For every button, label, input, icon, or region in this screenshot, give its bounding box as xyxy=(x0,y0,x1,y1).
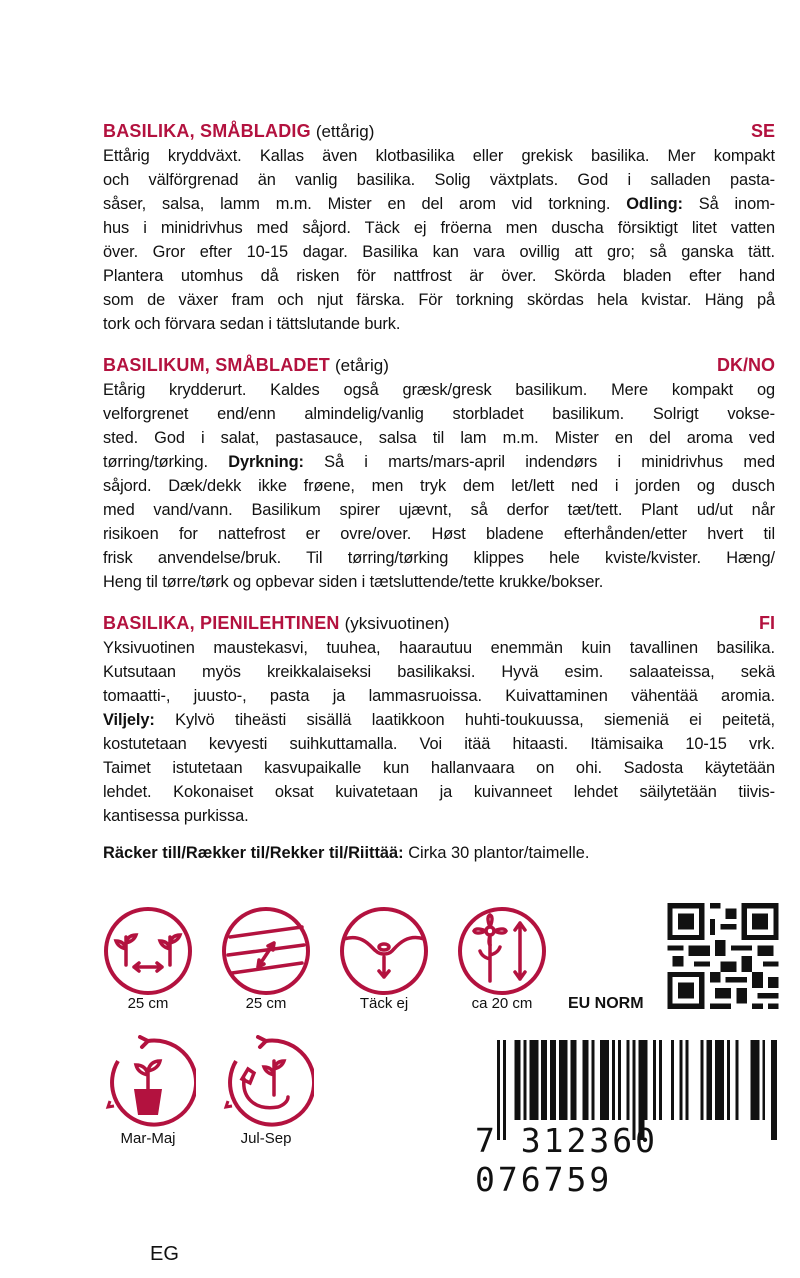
barcode-bar xyxy=(618,1040,621,1120)
body-line: som de växer fram och njut färska. För torkning skördas hela kvistar. Häng på xyxy=(103,291,775,309)
section-body xyxy=(103,636,775,828)
body-line: lehdet. Kokonaiset oksat kuivatetaan ja kuivanneet lehdet säilytetään tiivis- xyxy=(103,783,775,801)
body-line: kostutetaan kevyesti suihkuttamalla. Voi itää hitaasti. Itämisaika 10-15 vrk. xyxy=(103,735,775,753)
eu-norm-label: EU NORM xyxy=(568,995,644,1012)
caption-plant-spacing: 25 cm xyxy=(127,995,169,1012)
body-line: och välförgrenad än vanlig basilika. Solig växtplats. God i salladen pasta- xyxy=(103,171,775,189)
barcode-bar xyxy=(686,1040,689,1120)
barcode-bar xyxy=(721,1040,724,1120)
barcode-bar xyxy=(529,1040,532,1120)
body-line: tomaatti-, juusto-, pasta ja lammasruoissa. Kuivattaminen vähentää aromia. xyxy=(103,687,775,705)
caption-height: ca 20 cm xyxy=(471,995,533,1012)
barcode-bar xyxy=(603,1040,606,1120)
barcode-bar xyxy=(736,1040,739,1120)
barcode-bar xyxy=(627,1040,630,1120)
barcode-bar xyxy=(718,1040,721,1120)
body-line: Etårig krydderurt. Kaldes også græsk/gresk basilikum. Mere kompakt og xyxy=(103,381,775,399)
barcode-bar xyxy=(653,1040,656,1120)
barcode-bar xyxy=(606,1040,609,1120)
qr-code-icon xyxy=(667,903,779,1009)
section-subtitle: (yksivuotinen) xyxy=(344,614,450,633)
body-line: Yksivuotinen maustekasvi, tuuhea, haarautuu enemmän kuin tavallinen basilika. xyxy=(103,639,775,657)
barcode-bar xyxy=(727,1040,730,1120)
barcode-bar xyxy=(612,1040,615,1120)
barcode-bar xyxy=(671,1040,674,1120)
barcode-bar xyxy=(524,1040,527,1120)
barcode-bar xyxy=(753,1040,756,1120)
barcode-bar xyxy=(515,1040,518,1120)
body-bold-label: Viljely: xyxy=(103,711,155,729)
section-title: BASILIKUM, SMÅBLADET xyxy=(103,355,330,375)
barcode-bar xyxy=(535,1040,538,1120)
barcode-bar xyxy=(756,1040,759,1120)
section-title: BASILIKA, PIENILEHTINEN xyxy=(103,613,340,633)
section-dk-no xyxy=(103,354,775,594)
barcode-bar xyxy=(562,1040,565,1120)
barcode-bar xyxy=(582,1040,585,1120)
language-code: DK/NO xyxy=(717,355,775,375)
caption-harvest-time: Jul-Sep xyxy=(240,1130,292,1147)
body-line: sted. God i salat, pastasauce, salsa til lam m.m. Mister en del aroma ved xyxy=(103,429,775,447)
section-title: BASILIKA, SMÅBLADIG xyxy=(103,121,311,141)
body-line: velforgrenet end/enn almindelig/vanlig storbladet basilikum. Solrigt vokse- xyxy=(103,405,775,423)
body-line: Taimet istutetaan kasvupaikalle kun hallanvaara on ohi. Sadosta käytetään xyxy=(103,759,775,777)
barcode-bar xyxy=(600,1040,603,1120)
language-code: SE xyxy=(750,121,775,141)
caption-cover: Täck ej xyxy=(359,995,409,1012)
body-line: med vand/vann. Basilikum spirer ujævnt, så derfor tæt/tett. Plant ud/ut når xyxy=(103,501,775,519)
barcode-bar xyxy=(715,1040,718,1120)
body-line: Kutsutaan myös kreikkalaiseksi basilikaksi. Hyvä esim. salaateissa, sekä xyxy=(103,663,775,681)
body-line: Plantera utomhus då risken för nattfrost är över. Skörda bladen efter hand xyxy=(103,267,775,285)
barcode-bar xyxy=(591,1040,594,1120)
body-line: Heng til tørre/tørk og opbevar siden i tætsluttende/tette krukke/bokser. xyxy=(103,573,604,591)
body-line: Ettårig kryddväxt. Kallas även klotbasilika eller grekisk basilika. Mer kompakt xyxy=(103,147,775,165)
barcode-bar xyxy=(709,1040,712,1120)
barcode-bar xyxy=(706,1040,709,1120)
harvest-time-icon xyxy=(218,1035,314,1131)
body-bold-label: Odling: xyxy=(626,195,683,213)
barcode-bar xyxy=(750,1040,753,1120)
seed-no-cover-icon xyxy=(336,903,432,999)
caption-sowing-time: Mar-Maj xyxy=(120,1130,176,1147)
section-header xyxy=(103,354,775,377)
yield-value: Cirka 30 plantor/taimelle. xyxy=(408,844,590,862)
body-line: risikoen for nattefrost er ovre/over. Høst bladene efterhånden/etter hvert til xyxy=(103,525,775,543)
barcode-bar xyxy=(700,1040,703,1120)
body-line: över. Gror efter 10-15 dagar. Basilika kan vara ovillig att gro; så ganska tätt. xyxy=(103,243,775,261)
language-code: FI xyxy=(759,613,775,633)
barcode-bar xyxy=(544,1040,547,1120)
body-line: såjord. Dæk/dekk ikke frøene, men tryk dem let/lett ned i jorden og dusch xyxy=(103,477,775,495)
body-line: frisk anvendelse/bruk. Til tørring/tørking klippes hele kviste/kvister. Hæng/ xyxy=(103,549,775,567)
yield-label: Räcker till/Rækker til/Rekker til/Riittää: xyxy=(103,844,404,862)
body-line: tork och förvara sedan i tättslutande burk. xyxy=(103,315,401,333)
barcode-bar xyxy=(585,1040,588,1120)
yield-line xyxy=(103,844,589,863)
body-line: tørring/tørking. Dyrkning: Så i marts/mars-april indendørs i minidrivhus med xyxy=(103,453,775,471)
barcode-bar xyxy=(565,1040,568,1120)
section-subtitle: (etårig) xyxy=(335,356,389,375)
barcode-bar xyxy=(659,1040,662,1120)
barcode-bar xyxy=(762,1040,765,1120)
barcode-bar xyxy=(574,1040,577,1120)
section-body xyxy=(103,144,775,336)
section-body xyxy=(103,378,775,594)
plant-height-icon xyxy=(454,903,550,999)
barcode-bar xyxy=(571,1040,574,1120)
sowing-time-icon xyxy=(100,1035,196,1131)
section-subtitle: (ettårig) xyxy=(315,122,375,141)
section-header xyxy=(103,120,775,143)
caption-row-spacing: 25 cm xyxy=(245,995,287,1012)
body-line: kantisessa purkissa. xyxy=(103,807,249,825)
body-line: hus i minidrivhus med såjord. Täck ej fröerna men duscha försiktigt litet vatten xyxy=(103,219,775,237)
barcode-bar xyxy=(559,1040,562,1120)
section-se xyxy=(103,120,775,336)
barcode-bar xyxy=(541,1040,544,1120)
barcode-bar xyxy=(550,1040,553,1120)
barcode-bar xyxy=(644,1040,647,1120)
barcode-bar xyxy=(553,1040,556,1120)
body-line: såser, salsa, lamm m.m. Mister en del arom vid torkning. Odling: Så inom- xyxy=(103,195,775,213)
barcode-bar xyxy=(532,1040,535,1120)
barcode-digits: 7 312360 076759 xyxy=(475,1121,658,1199)
body-bold-label: Dyrkning: xyxy=(228,453,304,471)
row-spacing-icon xyxy=(218,903,314,999)
product-code: EG xyxy=(150,1243,179,1265)
barcode-bar xyxy=(518,1040,521,1120)
body-line: Viljely: Kylvö tiheästi sisällä laatikkoon huhti-toukuussa, siemeniä ei peitetä, xyxy=(103,711,775,729)
plant-spacing-icon xyxy=(100,903,196,999)
section-header xyxy=(103,612,775,635)
barcode-bar xyxy=(680,1040,683,1120)
section-fi xyxy=(103,612,775,828)
